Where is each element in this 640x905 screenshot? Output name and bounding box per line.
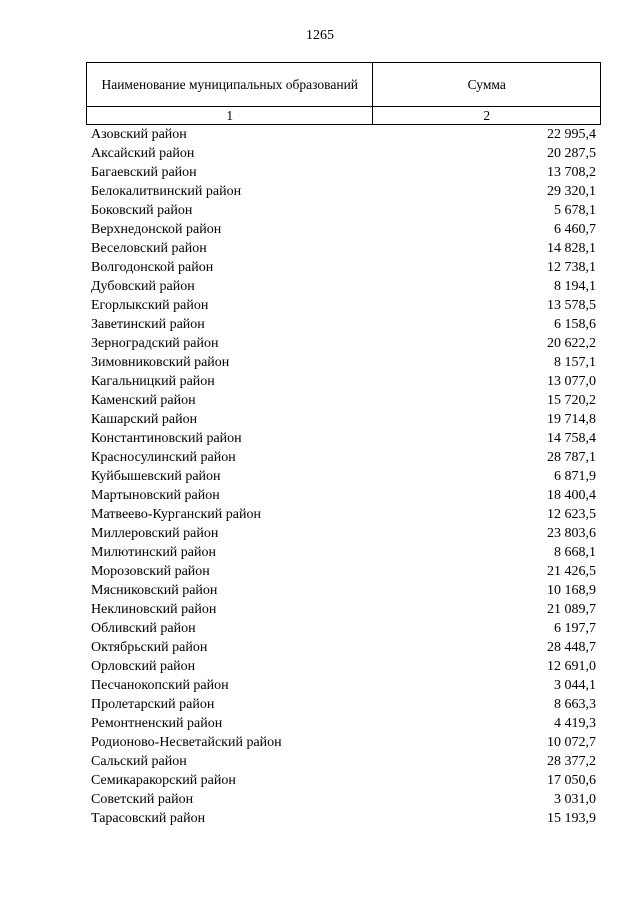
municipality-name: Сальский район [91, 754, 187, 769]
table-row [91, 733, 596, 752]
column-number-1: 1 [87, 107, 373, 125]
municipality-name: Боковский район [91, 203, 193, 218]
amount-value: 15 193,9 [547, 811, 596, 826]
municipality-name: Заветинский район [91, 317, 205, 332]
table-body [91, 125, 596, 828]
municipality-name: Дубовский район [91, 279, 195, 294]
amount-value: 23 803,6 [547, 526, 596, 541]
column-number-row [87, 107, 601, 125]
municipality-name: Верхнедонской район [91, 222, 222, 237]
table-row [91, 714, 596, 733]
amount-value: 10 072,7 [547, 735, 596, 750]
table-row [91, 543, 596, 562]
amount-value: 28 787,1 [547, 450, 596, 465]
amount-value: 6 197,7 [554, 621, 596, 636]
municipality-name: Зимовниковский район [91, 355, 230, 370]
table-row [91, 239, 596, 258]
municipality-name: Багаевский район [91, 165, 197, 180]
table-row [91, 752, 596, 771]
municipality-name: Ремонтненский район [91, 716, 223, 731]
table-row [91, 163, 596, 182]
table-row [91, 353, 596, 372]
table-row [91, 315, 596, 334]
table-row [91, 486, 596, 505]
table-row [91, 144, 596, 163]
municipality-name: Зерноградский район [91, 336, 219, 351]
municipality-name: Кашарский район [91, 412, 198, 427]
municipality-name: Матвеево-Курганский район [91, 507, 261, 522]
amount-value: 5 678,1 [554, 203, 596, 218]
amount-value: 13 077,0 [547, 374, 596, 389]
municipality-name: Мясниковский район [91, 583, 218, 598]
amount-value: 8 157,1 [554, 355, 596, 370]
table-row [91, 638, 596, 657]
amount-value: 21 426,5 [547, 564, 596, 579]
municipality-name: Миллеровский район [91, 526, 219, 541]
municipality-name: Каменский район [91, 393, 196, 408]
table-row [91, 410, 596, 429]
table-row [91, 695, 596, 714]
municipality-name: Мартыновский район [91, 488, 220, 503]
table-row [91, 676, 596, 695]
table-row [91, 220, 596, 239]
table-row [91, 391, 596, 410]
table-row [91, 258, 596, 277]
amount-value: 12 738,1 [547, 260, 596, 275]
municipality-name: Родионово-Несветайский район [91, 735, 282, 750]
table-row [91, 562, 596, 581]
amount-value: 28 448,7 [547, 640, 596, 655]
municipality-name: Тарасовский район [91, 811, 206, 826]
municipality-name: Белокалитвинский район [91, 184, 242, 199]
amount-value: 3 044,1 [554, 678, 596, 693]
table-row [91, 771, 596, 790]
amount-value: 6 460,7 [554, 222, 596, 237]
table-row [91, 125, 596, 144]
amount-value: 19 714,8 [547, 412, 596, 427]
column-header-name: Наименование муниципальных образований [87, 63, 373, 107]
municipality-name: Морозовский район [91, 564, 210, 579]
column-header-amount: Сумма [373, 63, 601, 107]
amount-value: 10 168,9 [547, 583, 596, 598]
amount-value: 14 828,1 [547, 241, 596, 256]
municipality-name: Обливский район [91, 621, 196, 636]
table-row [91, 524, 596, 543]
table-header [86, 62, 601, 125]
table-row [91, 619, 596, 638]
amount-value: 12 623,5 [547, 507, 596, 522]
table-row [91, 809, 596, 828]
municipality-name: Веселовский район [91, 241, 207, 256]
table-row [91, 657, 596, 676]
table-row [91, 296, 596, 315]
municipality-name: Пролетарский район [91, 697, 215, 712]
table-row [91, 581, 596, 600]
amount-value: 21 089,7 [547, 602, 596, 617]
table-row [91, 201, 596, 220]
amount-value: 6 871,9 [554, 469, 596, 484]
amount-value: 13 578,5 [547, 298, 596, 313]
table-row [91, 334, 596, 353]
header-row [87, 63, 601, 107]
municipality-name: Песчанокопский район [91, 678, 229, 693]
table-row [91, 182, 596, 201]
municipality-name: Азовский район [91, 127, 187, 142]
amount-value: 8 194,1 [554, 279, 596, 294]
amount-value: 18 400,4 [547, 488, 596, 503]
amount-value: 28 377,2 [547, 754, 596, 769]
amount-value: 3 031,0 [554, 792, 596, 807]
amount-value: 15 720,2 [547, 393, 596, 408]
table-row [91, 372, 596, 391]
amount-value: 8 663,3 [554, 697, 596, 712]
amount-value: 14 758,4 [547, 431, 596, 446]
table-row [91, 429, 596, 448]
municipality-name: Милютинский район [91, 545, 217, 560]
municipality-name: Красносулинский район [91, 450, 236, 465]
table-row [91, 790, 596, 809]
municipality-name: Константиновский район [91, 431, 242, 446]
municipality-name: Семикаракорский район [91, 773, 236, 788]
municipality-name: Егорлыкский район [91, 298, 209, 313]
municipality-name: Волгодонской район [91, 260, 214, 275]
amount-value: 13 708,2 [547, 165, 596, 180]
page-number: 1265 [306, 28, 334, 43]
amount-value: 12 691,0 [547, 659, 596, 674]
amount-value: 20 287,5 [547, 146, 596, 161]
table-row [91, 505, 596, 524]
table-row [91, 277, 596, 296]
amount-value: 17 050,6 [547, 773, 596, 788]
municipality-name: Октябрьский район [91, 640, 208, 655]
table-row [91, 448, 596, 467]
municipality-name: Советский район [91, 792, 194, 807]
column-number-2: 2 [373, 107, 601, 125]
amount-value: 20 622,2 [547, 336, 596, 351]
amount-value: 29 320,1 [547, 184, 596, 199]
amount-value: 4 419,3 [554, 716, 596, 731]
municipality-name: Кагальницкий район [91, 374, 215, 389]
table-row [91, 600, 596, 619]
municipality-name: Неклиновский район [91, 602, 217, 617]
table-row [91, 467, 596, 486]
municipality-name: Аксайский район [91, 146, 195, 161]
amount-value: 8 668,1 [554, 545, 596, 560]
municipality-name: Куйбышевский район [91, 469, 221, 484]
municipality-name: Орловский район [91, 659, 196, 674]
amount-value: 22 995,4 [547, 127, 596, 142]
amount-value: 6 158,6 [554, 317, 596, 332]
